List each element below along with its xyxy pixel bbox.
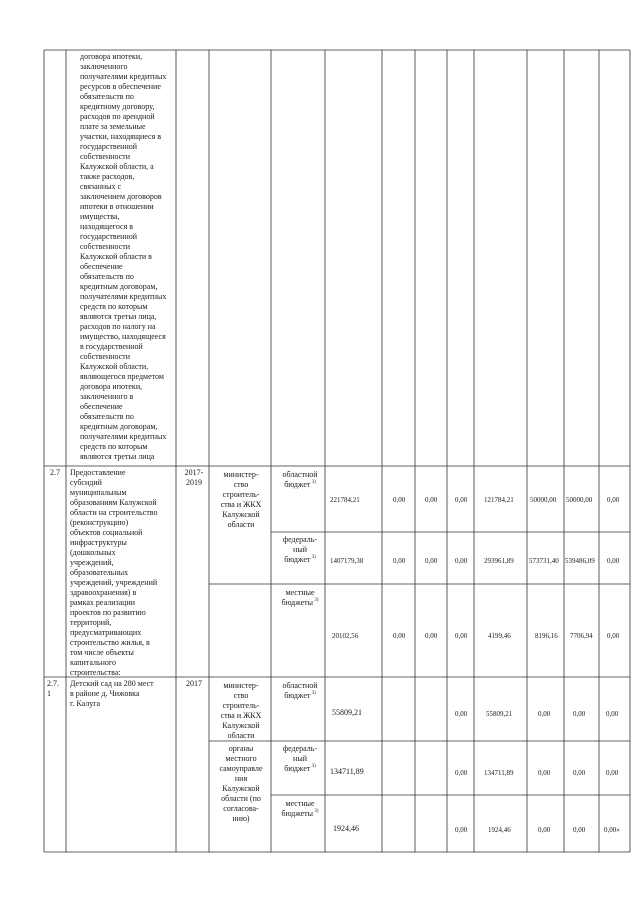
budget-total: 134711,89: [330, 767, 364, 776]
budget-label: федераль- ный бюджет $^{3)}$: [282, 535, 318, 564]
budget-total: 1407179,38: [330, 557, 364, 565]
value-cell: 293961,89: [484, 557, 514, 565]
value-cell: 0,00: [607, 557, 620, 565]
row-2-7-number: 2.7: [50, 468, 60, 477]
value-cell: 0,00: [573, 710, 586, 718]
footnote-marker: 3): [313, 809, 319, 814]
value-cell: 55809,21: [486, 710, 513, 718]
budget-label: федераль- ный бюджет $^{3)}$: [282, 744, 318, 773]
footnote-marker: 3): [310, 691, 316, 696]
budget-total: 221784,21: [330, 496, 360, 504]
budget-total: 1924,46: [333, 824, 359, 833]
row-2-7-1-years: 2017: [186, 679, 202, 688]
value-cell: 0,00: [425, 557, 438, 565]
value-cell: 539486,09: [565, 557, 595, 565]
row-2-7-1-executor-local-authorities: органы местного самоуправле ния Калужской области (по согласова- нию): [219, 744, 263, 823]
value-cell: 0,00: [573, 826, 586, 834]
value-cell: 0,00: [455, 710, 468, 718]
value-cell: 0,00: [538, 710, 551, 718]
value-cell: 0,00: [393, 496, 406, 504]
budget-label: областной бюджет $^{3)}$: [282, 470, 318, 489]
row-2-7-description: Предоставление субсидий муниципальным образованиям Калужской области на строительство (реконструкцию) объектов социальной инфраструктуры (дошкольных учреждений, образовательных учреждений, учреждений здравоохранения) в рамках реализации проектов по развитию территорий, предусматривающих строительство жилья, в том числе объекты капитального строительства:: [70, 468, 158, 677]
continuation-description: договора ипотеки, заключенного получателями кредитных ресурсов в обеспечение обязательств по кредитному договору, расходов по арендной плате за земельные участки, находящиеся в государственной собственности Калужской области, а также расходов, связанных с заключением договоров ипотеки в отношении имущества, находящегося в государственной собственности Калужской области в обеспечение обязательств по кредитным договорам, получателями кредитных средств по которым являются третьи лица, расходов по налогу на имущество, находящееся в государственной собственности Калужской области, являющегося предметом договора ипотеки, заключенного в обеспечение обязательств по кредитным договорам, получателями кредитных средств по которым являются третьи лица: [80, 52, 167, 461]
value-cell: 0,00: [425, 632, 438, 640]
value-cell: 121784,21: [484, 496, 514, 504]
value-cell: 0,00: [538, 769, 551, 777]
footnote-marker: 3): [310, 764, 316, 769]
value-cell: 0,00: [393, 557, 406, 565]
value-cell: 4199,46: [488, 632, 511, 640]
value-cell: 0,00: [455, 496, 468, 504]
value-cell: 50000,00: [566, 496, 593, 504]
value-cell: 0,00: [607, 632, 620, 640]
value-cell: 7706,94: [570, 632, 593, 640]
value-cell: 0,00: [607, 496, 620, 504]
value-cell: 134711,89: [484, 769, 514, 777]
budget-label: местные бюджеты $^{3)}$: [281, 799, 319, 818]
budget-total: 55809,21: [332, 708, 362, 717]
budget-total: 20102,56: [332, 632, 359, 640]
value-cell: 0,00: [455, 557, 468, 565]
budget-label: местные бюджеты $^{3)}$: [281, 588, 319, 607]
value-cell: 0,00: [606, 710, 619, 718]
row-2-7-1-description: Детский сад на 280 мест в районе д. Чижовка г. Калуга: [70, 679, 154, 708]
value-cell: 573731,40: [529, 557, 559, 565]
value-cell: 0,00: [455, 826, 468, 834]
value-cell: 0,00: [455, 769, 468, 777]
value-cell: 0,00: [573, 769, 586, 777]
value-cell: 0,00: [455, 632, 468, 640]
value-cell: 0,00: [606, 769, 619, 777]
value-cell: 8196,16: [535, 632, 558, 640]
value-cell: 0,00: [425, 496, 438, 504]
row-2-7-years: 2017- 2019: [184, 468, 204, 487]
value-cell: 0,00: [393, 632, 406, 640]
footnote-marker: 3): [310, 555, 316, 560]
value-cell: 0,00»: [604, 826, 620, 834]
value-cell: 50000,00: [530, 496, 557, 504]
footnote-marker: 3): [310, 480, 316, 485]
footnote-marker: 3): [313, 598, 319, 603]
value-cell: 0,00: [538, 826, 551, 834]
budget-label: областной бюджет $^{3)}$: [282, 681, 318, 700]
value-cell: 1924,46: [488, 826, 511, 834]
row-2-7-1-executor-ministry: министер- ство строитель- ства и ЖКХ Калужской области: [220, 681, 262, 740]
row-2-7-executor: министер- ство строитель- ства и ЖКХ Калужской области: [220, 470, 262, 529]
row-2-7-1-number: 2.7. 1: [47, 679, 59, 698]
